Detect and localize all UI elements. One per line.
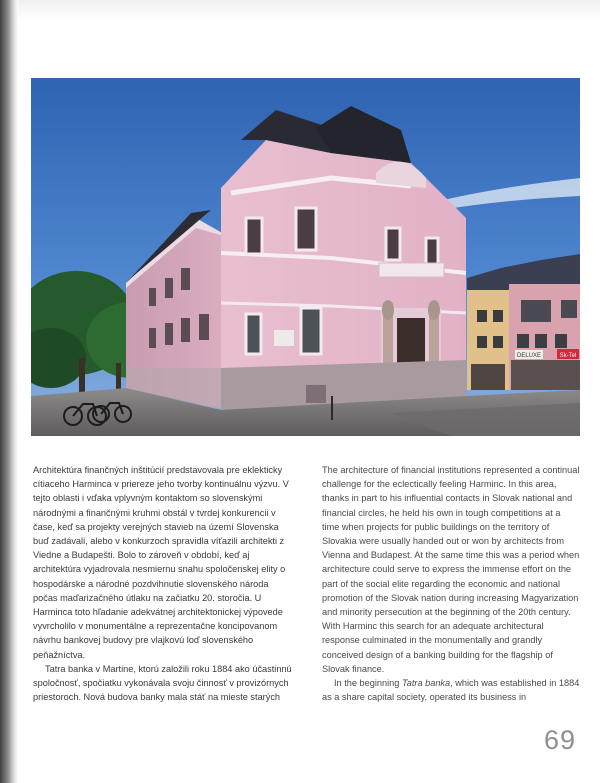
bank-building-illustration — [31, 78, 580, 436]
bank-building-photo — [31, 78, 580, 436]
book-gutter-shadow — [0, 0, 18, 783]
shop-sign-text: DELUXE — [516, 353, 542, 359]
english-paragraph-2-prefix: In the beginning — [334, 678, 402, 689]
english-paragraph-1: The architecture of financial institutions represented a continual challenge for the eclectically feeling Harminc. In this area, thanks in part to his influential contacts in Slovak national and financial circles, he held his own in tough competitions at a time when projects for public buildings on the territory of Slovakia were usually handed out or won by architects from Vienna and Budapest. At the same time this was a period when architecture could serve to express the immense effort on the part of the social elite regarding the economic and national promotion of the Slovak nation during increasing Magyarization and minority persecution at the beginning of the 20th century. With Harminc this search for an adequate architectural response culminated in the monumentally and grandly conceived design of a banking building for the flagship of Slovak finance. — [322, 465, 580, 674]
slovak-text-column — [33, 463, 295, 704]
english-paragraph-2 — [322, 676, 580, 704]
slovak-paragraph-1: Architektúra finančných inštitúcií predstavovala pre eklekticky cítiaceho Harminca v priereze jeho tvorby kontinuálnu výzvu. V tejto oblasti i vďaka vplyvným kontaktom so slovenskými národnými a finančnými kruhmi obstál v tvrdej konkurencii v čase, keď sa projekty verejných stavieb na území Slovenska buď zadávali, alebo v konkurzoch spravidla víťazili architekti z Viedne a Budapešti. Bolo to zároveň v období, keď aj architektúra vyjadrovala nesmiernu snahu spoločenskej elity o hospodárske a národné pozdvihnutie slovenského národa počas maďarizačného útlaku na začiatku 20. storočia. U Harminca toto hľadanie adekvátnej architektonickej výpovede vyvrcholilo v monumentálne a reprezentačne koncipovanom návrhu bankovej budovy pre vlajkovú loď slovenského peňažníctva. — [33, 465, 289, 660]
tatra-banka-name: Tatra banka — [401, 678, 451, 689]
page-top-edge — [18, 0, 600, 20]
neighbor-buildings — [467, 254, 580, 390]
page-number: 69 — [543, 725, 576, 755]
shop-sign-red-text: Sk-Tel — [559, 353, 577, 359]
english-text-column — [322, 463, 580, 704]
english-paragraph-2-suffix: , which was established in 1884 as a share capital society, operated its business in — [322, 678, 580, 703]
slovak-paragraph-2: Tatra banka v Martine, ktorú založili roku 1884 ako účastinnú spoločnosť, spočiatku vykonávala svoju činnosť v provizórnych priestoroch. Nová budova banky mala stáť na mieste starých — [33, 663, 292, 703]
